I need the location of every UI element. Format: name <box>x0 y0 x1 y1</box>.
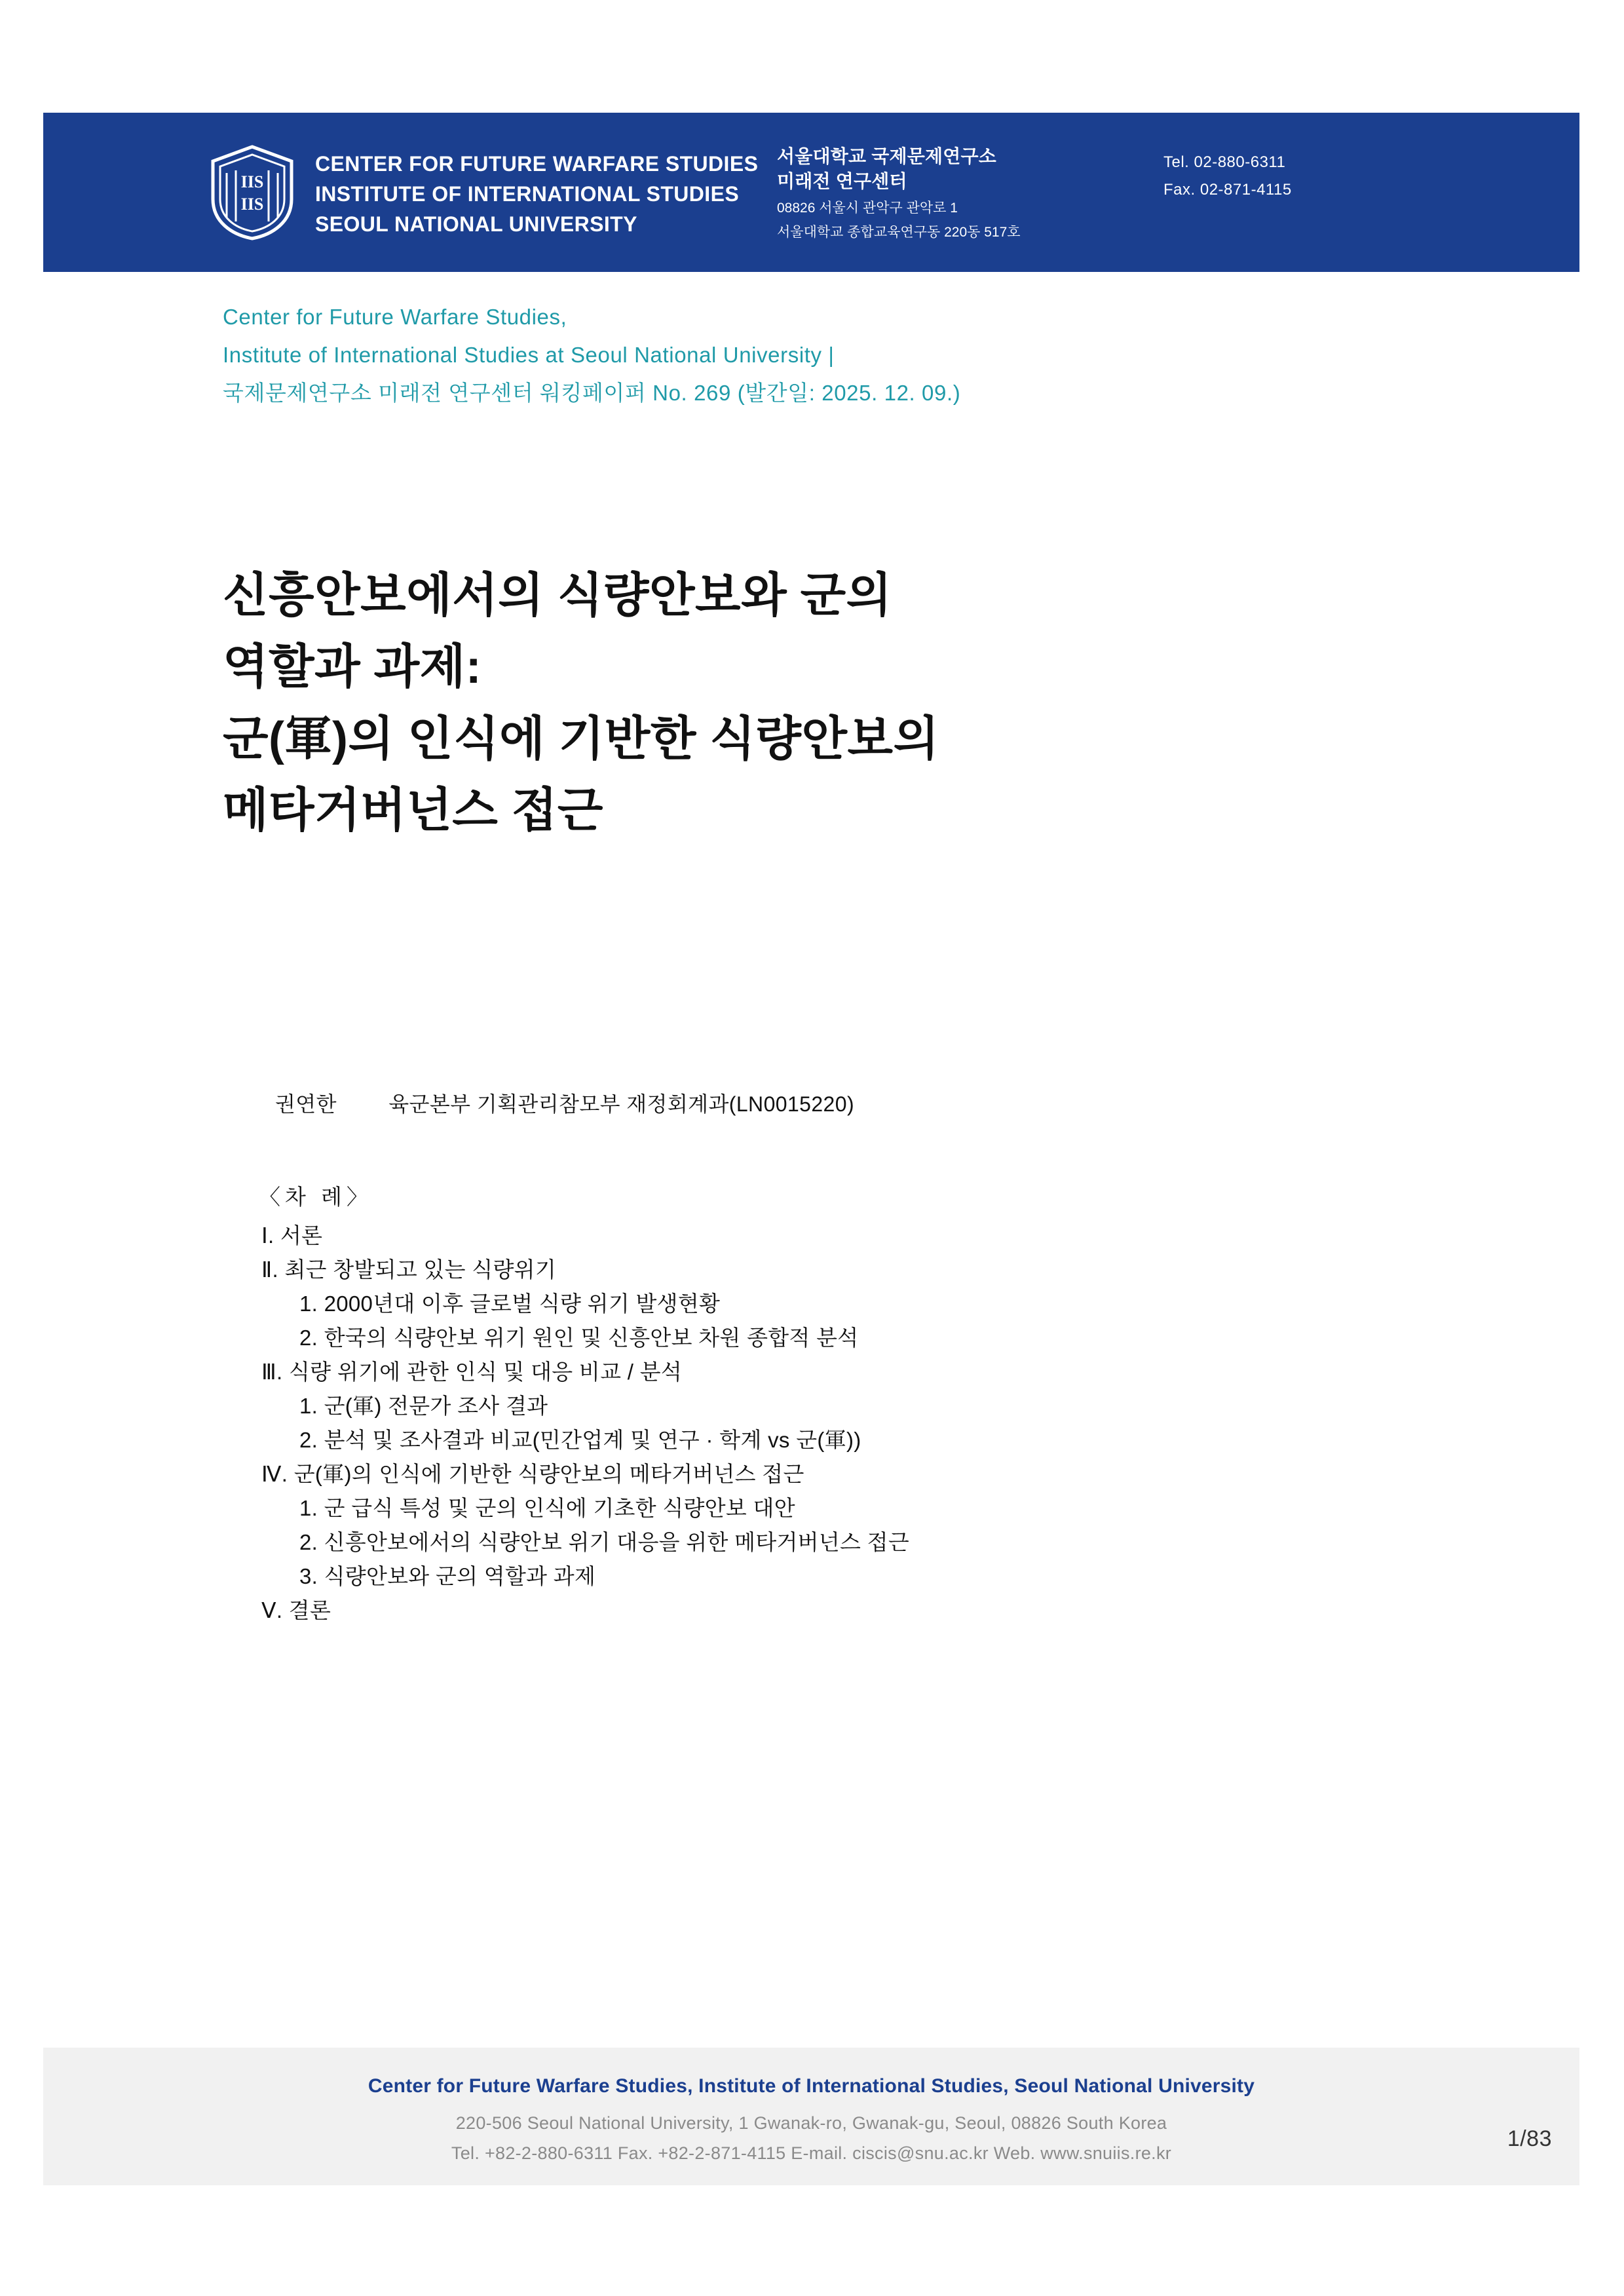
org-en-line-2: INSTITUTE OF INTERNATIONAL STUDIES <box>315 182 740 206</box>
toc-item: 1. 군 급식 특성 및 군의 인식에 기초한 식량안보 대안 <box>299 1496 795 1520</box>
title-line-2: 역할과 과제: <box>223 641 482 694</box>
page-title <box>223 560 1507 847</box>
toc-item: 1. 2000년대 이후 글로벌 식량 위기 발생현황 <box>299 1292 721 1316</box>
author-line <box>275 1088 1454 1118</box>
toc-item: 2. 한국의 식량안보 위기 원인 및 신흥안보 차원 종합적 분석 <box>299 1326 859 1350</box>
footer-address: 220-506 Seoul National University, 1 Gwanak-ro, Gwanak-gu, Seoul, 08826 South Korea <box>455 2113 1167 2133</box>
toc-item: Ⅴ. 결론 <box>261 1598 331 1622</box>
toc-item: Ⅰ. 서론 <box>261 1223 323 1248</box>
header-fax: Fax. 02-871-4115 <box>1163 181 1292 199</box>
org-ko-title-1: 서울대학교 국제문제연구소 <box>777 146 996 166</box>
toc-item: 1. 군(軍) 전문가 조사 결과 <box>299 1394 548 1418</box>
snu-crest-icon <box>207 144 297 241</box>
author-affiliation: 육군본부 기획관리참모부 재정회계과(LN0015220) <box>388 1092 855 1116</box>
toc-item: Ⅱ. 최근 창발되고 있는 식량위기 <box>261 1257 557 1282</box>
toc-item: 2. 신흥안보에서의 식량안보 위기 대응을 위한 메타거버넌스 접근 <box>299 1530 910 1554</box>
toc-item: Ⅲ. 식량 위기에 관한 인식 및 대응 비교 / 분석 <box>261 1360 683 1384</box>
org-ko-address-1: 08826 서울시 관악구 관악로 1 <box>777 200 958 216</box>
series-line-3: 국제문제연구소 미래전 연구센터 워킹페이퍼 No. 269 (발간일: 2025. 12. 09.) <box>223 380 961 405</box>
document-header <box>43 113 1579 272</box>
title-line-4: 메타거버넌스 접근 <box>223 784 603 837</box>
document-footer <box>43 2048 1579 2185</box>
page-number: 1/83 <box>1507 2126 1552 2151</box>
title-line-3: 군(軍)의 인식에 기반한 식량안보의 <box>223 712 939 765</box>
org-en-line-3: SEOUL NATIONAL UNIVERSITY <box>315 212 637 236</box>
title-line-1: 신흥안보에서의 식량안보와 군의 <box>223 569 892 622</box>
series-line-2: Institute of International Studies at Seoul National University | <box>223 342 835 367</box>
org-name-english <box>315 149 758 239</box>
author-name: 권연한 <box>275 1092 337 1116</box>
org-ko-title-2: 미래전 연구센터 <box>777 170 907 191</box>
footer-contact: Tel. +82-2-880-6311 Fax. +82-2-871-4115 E-mail. ciscis@snu.ac.kr Web. www.snuiis.re.kr <box>451 2143 1172 2163</box>
org-en-line-1: CENTER FOR FUTURE WARFARE STUDIES <box>315 152 759 176</box>
header-contact <box>1163 149 1292 204</box>
svg-text:IIS: IIS <box>240 172 264 191</box>
toc-heading: 〈차 례〉 <box>259 1185 373 1209</box>
org-ko-address-2: 서울대학교 종합교육연구동 220동 517호 <box>777 225 1021 240</box>
toc-item: 2. 분석 및 조사결과 비교(민간업계 및 연구 · 학계 vs 군(軍)) <box>299 1428 861 1452</box>
svg-text:IIS: IIS <box>240 195 264 214</box>
toc-item: Ⅳ. 군(軍)의 인식에 기반한 식량안보의 메타거버넌스 접근 <box>261 1462 804 1486</box>
table-of-contents <box>259 1186 1503 1634</box>
org-name-korean <box>777 144 1021 243</box>
series-info <box>223 298 1467 411</box>
footer-title: Center for Future Warfare Studies, Institute of International Studies, Seoul National University <box>368 2075 1255 2097</box>
header-tel: Tel. 02-880-6311 <box>1163 153 1286 171</box>
series-line-1: Center for Future Warfare Studies, <box>223 305 567 329</box>
toc-item: 3. 식량안보와 군의 역할과 과제 <box>299 1564 596 1588</box>
